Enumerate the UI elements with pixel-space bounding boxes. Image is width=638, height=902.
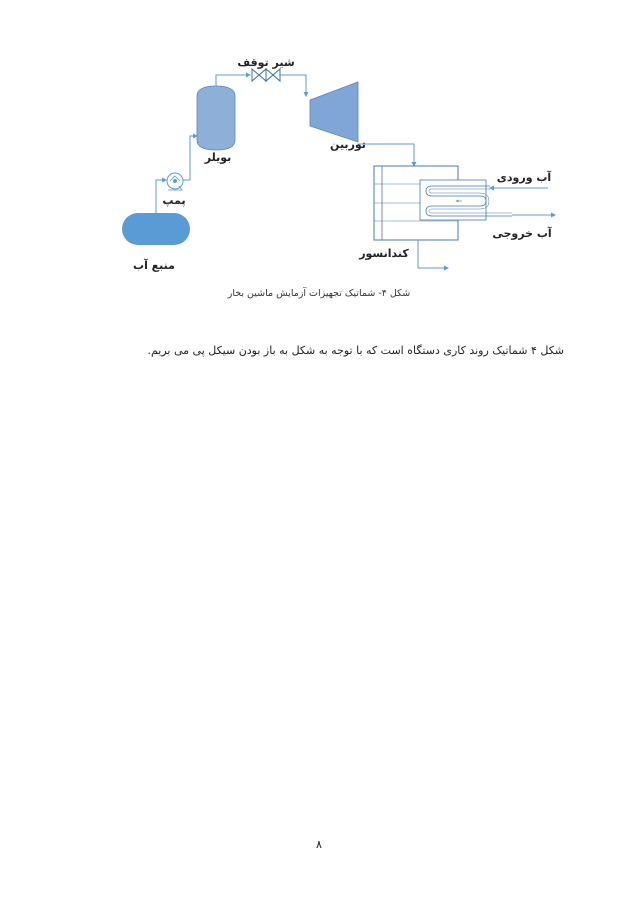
pipe-boiler-to-valve [216,75,250,86]
boiler-label: بویلر [204,151,232,164]
steam-engine-schematic [0,0,638,310]
boiler-vessel [197,86,235,150]
water-outlet-label: آب خروجی [492,227,552,240]
condenser-drain-line [418,240,448,268]
condenser-coil [420,180,512,220]
pump-symbol [167,173,183,190]
pump-label: پمپ [162,194,186,207]
stop-valve-symbol [252,69,280,81]
turbine-label: توربین [330,138,366,151]
condenser-label: کندانسور [359,247,409,260]
stop-valve-label: شیر توقف [237,56,295,69]
pipe-turbine-to-condenser [358,144,414,166]
pipe-valve-to-turbine [280,75,306,96]
page-number: ۸ [316,838,322,851]
water-source-label: منبع آب [133,259,175,272]
water-inlet-label: آب ورودی [496,171,552,184]
figure-caption: شکل ۴- شماتیک تجهیزات آزمایش ماشین بخار [227,288,411,299]
pipe-pump-to-boiler [183,136,197,180]
turbine-body [310,82,358,142]
water-source-tank [122,213,190,245]
body-paragraph: شکل ۴ شماتیک روند کاری دستگاه است که با توجه به شکل به باز بودن سیکل پی می بریم. [147,344,564,357]
